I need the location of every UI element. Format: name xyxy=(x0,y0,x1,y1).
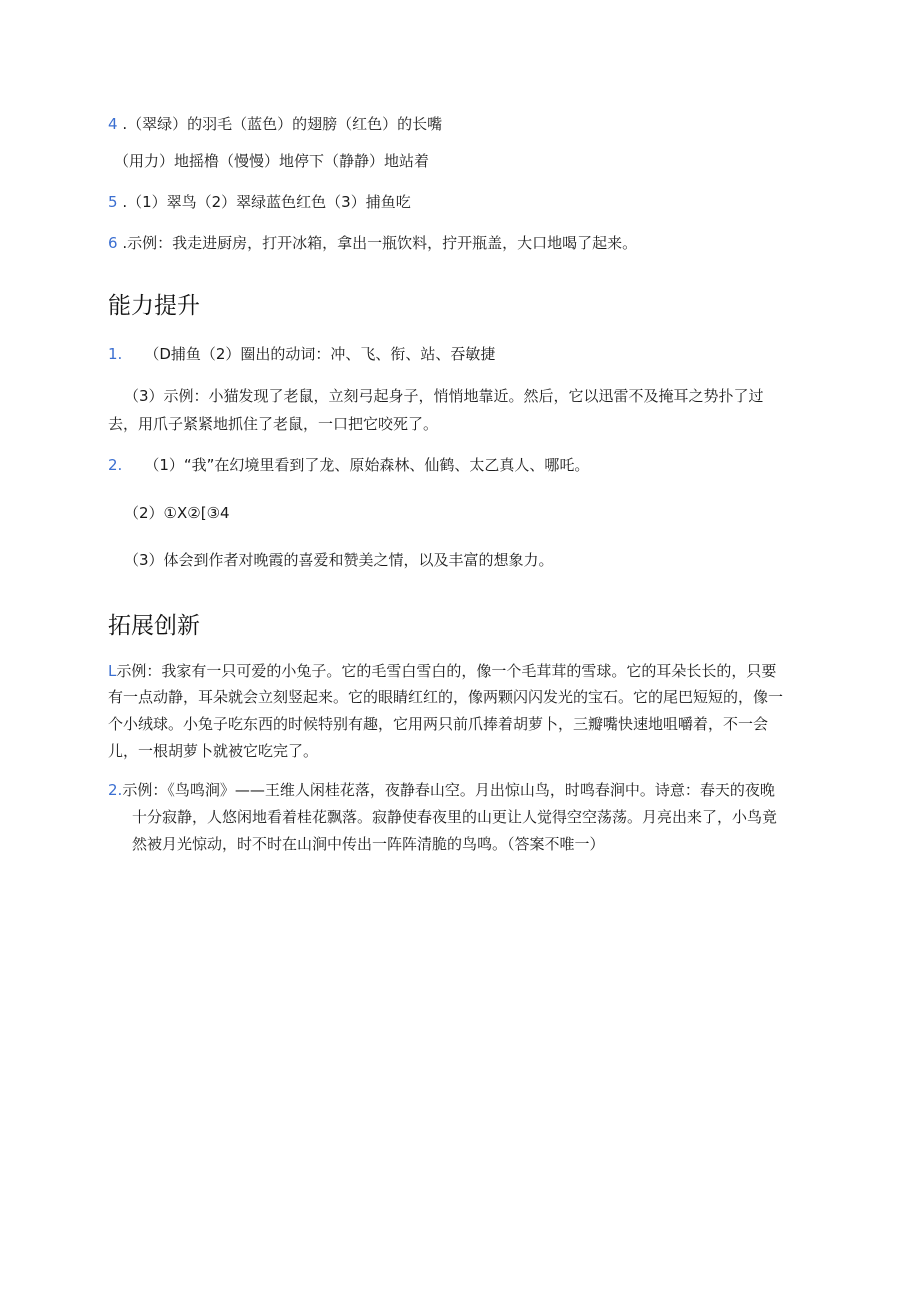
answer-4-text-1: .（翠绿）的羽毛（蓝色）的翅膀（红色）的长嘴 xyxy=(117,115,443,133)
extend-2-line-1 xyxy=(108,780,775,800)
ability-1-number: 1. xyxy=(108,345,123,363)
ability-2-line-1 xyxy=(108,455,589,475)
extend-1-line-3: 个小绒球。小兔子吃东西的时候特别有趣，它用两只前爪捧着胡萝卜，三瓣嘴快速地咀嚼着，不一会 xyxy=(108,715,769,733)
answer-5-text-1: .（1）翠鸟（2）翠绿蓝色红色（3）捕鱼吃 xyxy=(117,193,411,211)
ability-2-line-2: （2）①X②[③4 xyxy=(124,504,230,522)
section-title-ability: 能力提升 xyxy=(108,293,200,319)
answer-4-line-1 xyxy=(108,114,442,134)
extend-1-line-1 xyxy=(108,661,776,681)
extend-2-number: 2. xyxy=(108,781,123,799)
answer-6-text-1: .示例：我走进厨房，打开冰箱，拿出一瓶饮料，拧开瓶盖，大口地喝了起来。 xyxy=(117,234,638,252)
extend-2-text-1: 示例：《鸟鸣涧》——王维人闲桂花落，夜静春山空。月出惊山鸟，时鸣春涧中。诗意：春天的夜晚 xyxy=(122,781,775,799)
answer-5-number: 5 xyxy=(108,193,118,211)
extend-1-line-2: 有一点动静，耳朵就会立刻竖起来。它的眼睛红红的，像两颗闪闪发光的宝石。它的尾巴短短的，像一 xyxy=(108,688,784,706)
ability-2-number: 2. xyxy=(108,456,123,474)
extend-2-line-3: 然被月光惊动，时不时在山涧中传出一阵阵清脆的鸟鸣。（答案不唯一） xyxy=(132,835,605,853)
extend-2-line-2: 十分寂静，人悠闲地看着桂花飘落。寂静使春夜里的山更让人觉得空空荡荡。月亮出来了，小鸟竟 xyxy=(132,808,778,826)
answer-6-line-1 xyxy=(108,233,637,253)
answer-5-line-1 xyxy=(108,192,411,212)
extend-1-number: L xyxy=(108,662,117,680)
answer-6-number: 6 xyxy=(108,234,118,252)
ability-1-line-2: （3）示例：小猫发现了老鼠，立刻弓起身子，悄悄地靠近。然后，它以迅雷不及掩耳之势扑了过 xyxy=(124,387,764,405)
ability-1-text-1: （D捕鱼（2）圈出的动词：冲、飞、衔、站、吞敏捷 xyxy=(144,345,496,363)
answer-4-number: 4 xyxy=(108,115,118,133)
extend-1-text-1: 示例：我家有一只可爱的小兔子。它的毛雪白雪白的，像一个毛茸茸的雪球。它的耳朵长长的，只要 xyxy=(116,662,777,680)
extend-1-line-4: 儿，一根胡萝卜就被它吃完了。 xyxy=(108,742,319,760)
ability-2-line-3: （3）体会到作者对晚霞的喜爱和赞美之情，以及丰富的想象力。 xyxy=(124,551,554,569)
answer-4-line-2: （用力）地摇橹（慢慢）地停下（静静）地站着 xyxy=(114,152,430,170)
ability-1-line-1 xyxy=(108,344,495,364)
section-title-extend: 拓展创新 xyxy=(108,613,200,639)
ability-1-line-3: 去，用爪子紧紧地抓住了老鼠，一口把它咬死了。 xyxy=(108,415,439,433)
ability-2-text-1: （1）“我”在幻境里看到了龙、原始森林、仙鹤、太乙真人、哪吒。 xyxy=(144,456,590,474)
